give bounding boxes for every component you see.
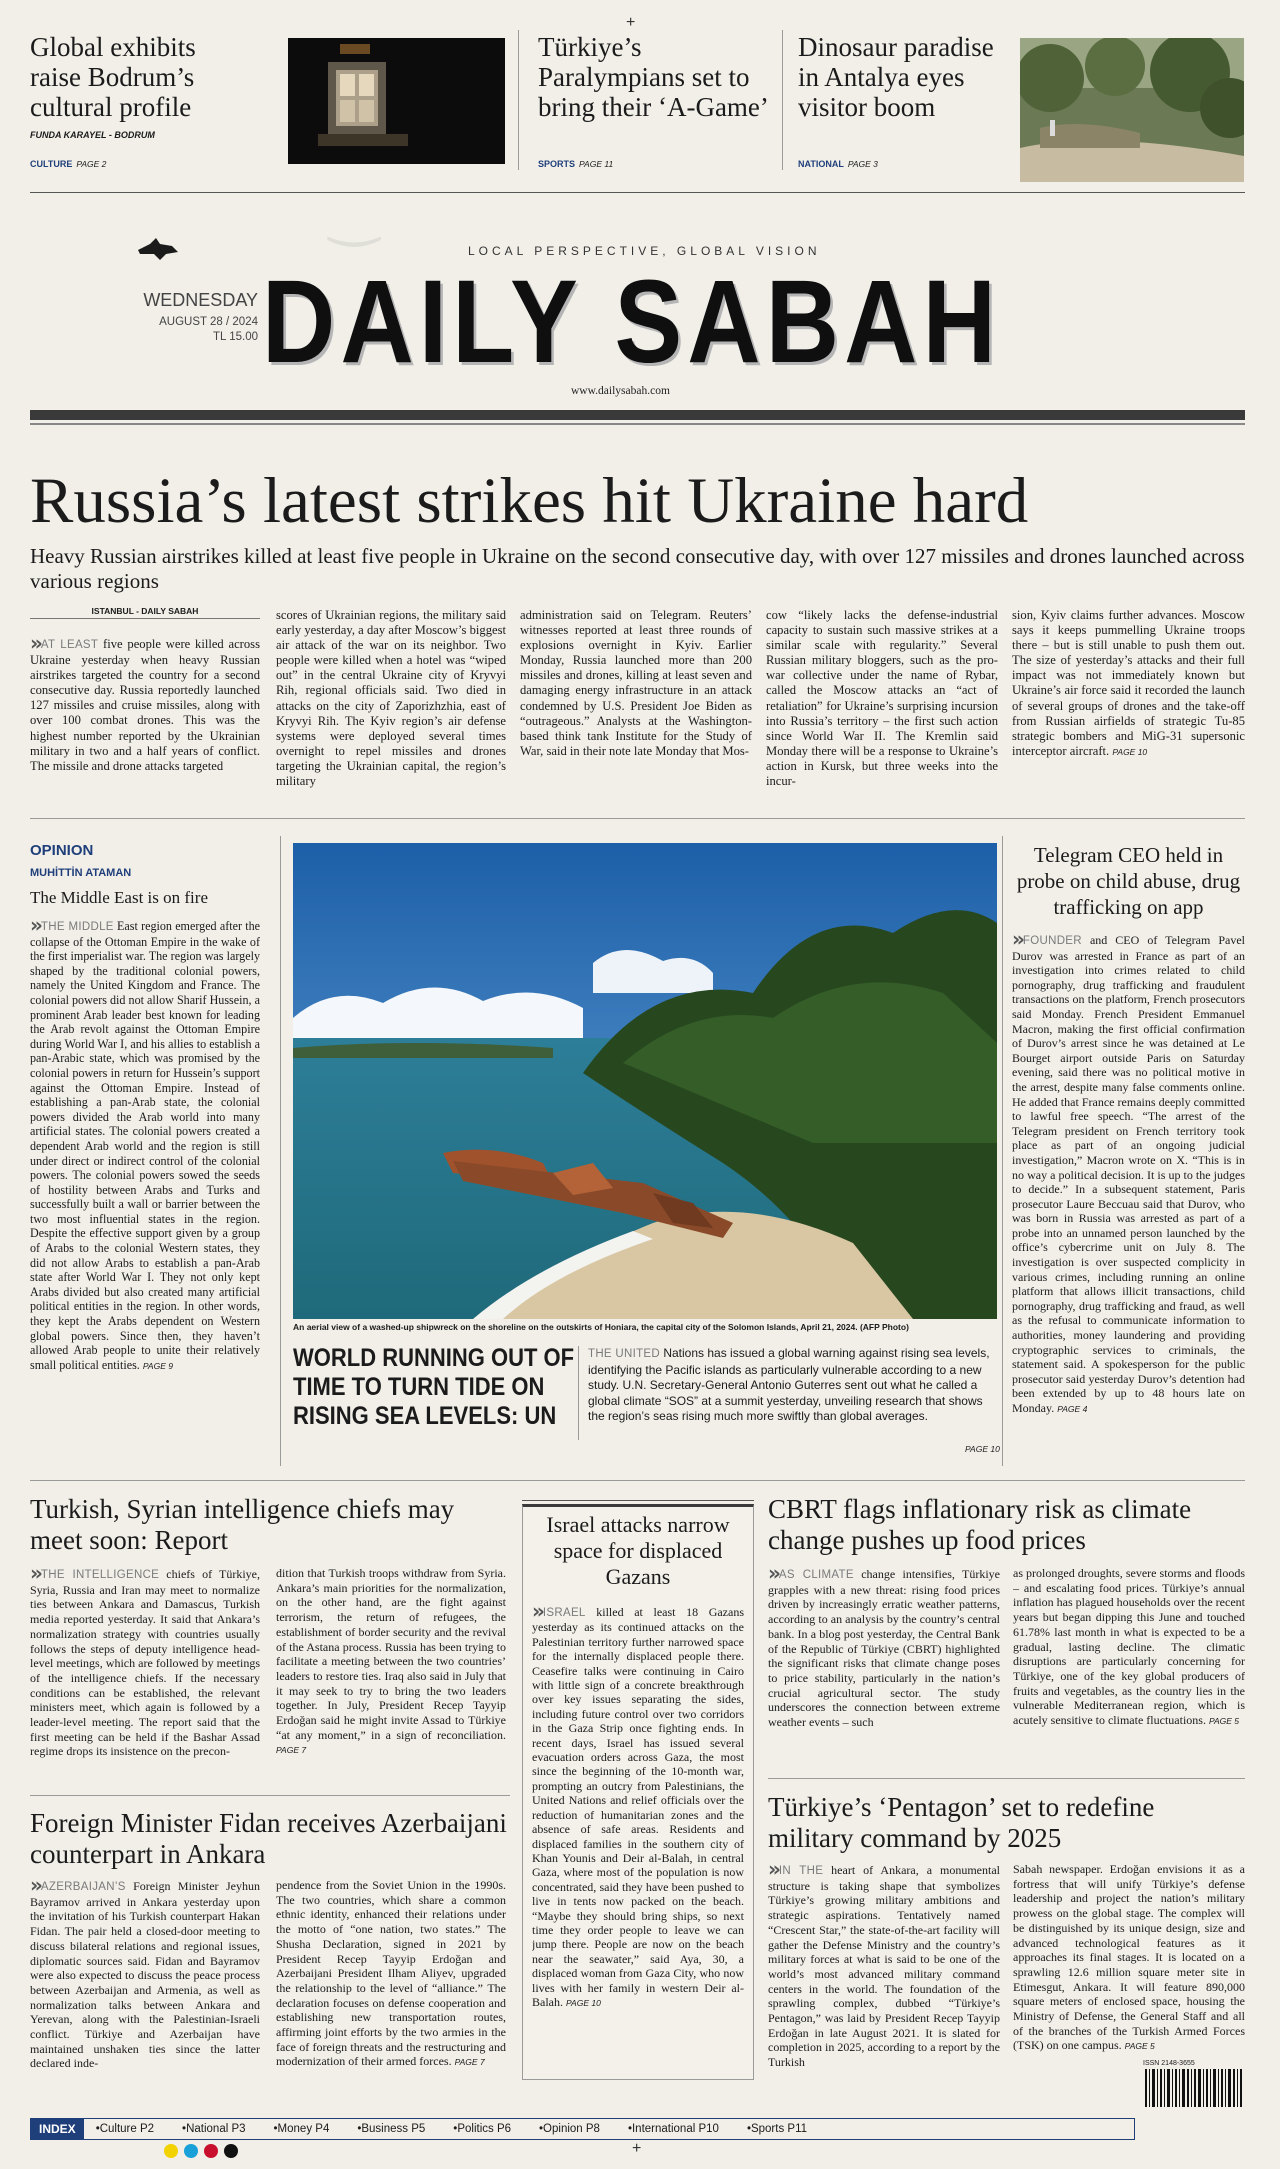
yellow-dot-icon xyxy=(164,2144,178,2158)
pentagon-col1: » IN THE heart of Ankara, a monumental structure is taking shape that symbolizes Türkiye’s growing military ambitions and strategic aspirations. Tentatively named “Crescent Star,” the state-of-the-art facility will gather the Defense Ministry and the country’s military forces at what is said to be one of the world’s most advanced military command centers in the world. The foundation of the sprawling complex, dubbed “Türkiye’s Pentagon,” was laid by President Recep Tayyip Erdoğan in late August 2021. It is slated for completion in 2025, according to a report by the Turkish xyxy=(768,1862,1000,2074)
intel-col2: dition that Turkish troops withdraw from Syria. Ankara’s main priorities for the normalization, on the other hand, are the fight against terrorism, the return of refugees, the establishment of border security and the revival of the Astana process. Russia has been trying to facilitate a meeting between the two countries’ leaders to restore ties. Iraq also said in July that it may seek to try to bring the two leaders together. In July, President Recep Tayyip Erdoğan said he might invite Assad to Türkiye “at any moment,” in a sign of reconciliation. PAGE 7 xyxy=(276,1566,506,1756)
index-item-money[interactable]: •Money P4 xyxy=(273,2123,330,2135)
black-dot-icon xyxy=(224,2144,238,2158)
chevron-icon: » xyxy=(30,636,37,655)
teaser-paralympians-title[interactable]: Türkiye’s Paralympians set to bring their ‘A-Game’ xyxy=(538,32,769,122)
index-item-culture[interactable]: •Culture P2 xyxy=(95,2123,155,2135)
telegram-page-ref[interactable]: PAGE 4 xyxy=(1057,1404,1088,1414)
fidan-page-ref[interactable]: PAGE 7 xyxy=(454,2057,485,2068)
index-label: INDEX xyxy=(31,2119,84,2139)
teaser-bodrum-page: PAGE 2 xyxy=(76,159,107,169)
teaser-paralympians-section: SPORTS xyxy=(538,159,576,169)
teaser-dinosaur-ref[interactable] xyxy=(798,154,878,172)
index-item-politics[interactable]: •Politics P6 xyxy=(453,2123,512,2135)
lead-page-ref[interactable]: PAGE 10 xyxy=(1112,746,1148,757)
barcode: ISSN 2148-3655 xyxy=(1143,2060,1243,2122)
index-item-international[interactable]: •International P10 xyxy=(627,2123,719,2135)
teaser-paralympians-ref[interactable] xyxy=(538,154,613,172)
teaser-dinosaur-page: PAGE 3 xyxy=(847,159,878,169)
gaza-page-ref[interactable]: PAGE 10 xyxy=(566,1997,601,2008)
index-item-sports[interactable]: •Sports P11 xyxy=(746,2123,808,2135)
lead-subhead: Heavy Russian airstrikes killed at least five people in Ukraine on the second consecutive day, with over 127 missiles and drones launched across various regions xyxy=(30,544,1245,593)
index-item-national[interactable]: •National P3 xyxy=(182,2123,246,2135)
index-item-business[interactable]: •Business P5 xyxy=(357,2123,426,2135)
teaser-bodrum-ref[interactable] xyxy=(30,154,106,172)
registration-cross-bottom-icon: + xyxy=(632,2140,642,2157)
lead-headline[interactable]: Russia’s latest strikes hit Ukraine hard xyxy=(30,465,1029,537)
registration-cross-icon: + xyxy=(626,14,636,31)
pentagon-page-ref[interactable]: PAGE 5 xyxy=(1124,2041,1155,2052)
intel-col1: » THE INTELLIGENCE chiefs of Türkiye, Syria, Russia and Iran may meet to normalize ties between Ankara and Damascus, Turkish media reported yesterday. It said that Ankara’s normalization strategy with countries usually follows the steps of deputy intelligence head-level meetings, which are followed by meetings of the intelligence chiefs. If the necessary conditions can be established, the relevant ministers meet, which again is followed by a leader-level meeting. The report said that the first meeting can be held if the Bashar Assad regime drops its insistence on the precon- xyxy=(30,1566,260,1788)
intel-headline[interactable]: Turkish, Syrian intelligence chiefs may meet soon: Report xyxy=(30,1494,455,1555)
un-body: THE UNITED Nations has issued a global warning against rising sea levels, identifying the Pacific islands as particularly vulnerable according to a new study. U.N. Secretary-General Antonio Guterres sent out what he called a global climate “SOS” at a summit yesterday, unveiling research that shows the region’s seas rising much more swiftly than global averages. xyxy=(588,1346,990,1423)
chevron-icon: » xyxy=(532,1604,539,1623)
cbrt-page-ref[interactable]: PAGE 5 xyxy=(1208,1716,1240,1727)
gaza-headline[interactable]: Israel attacks narrow space for displaced Gazans xyxy=(546,1512,730,1589)
masthead-tagline: LOCAL PERSPECTIVE, GLOBAL VISION xyxy=(468,244,821,258)
lead-col3: administration said on Telegram. Reuters’ witnesses reported at least three rounds of explosions overnight in Kyiv. Earlier Monday, Russia launched more than 200 missiles and drones, killing at least seven and damaging energy infrastructure in an attack condemned by U.S. President Joe Biden as “outrageous.” Analysts at the Washington-based think tank Institute for the Study of War, said in their note late Monday that Mos- xyxy=(520,608,752,758)
cbrt-col1: » AS CLIMATE change intensifies, Türkiye grapples with a new threat: rising food prices driven by increasingly erratic weather patterns, according to an analysis by the country’s central bank. In a blog post yesterday, the Central Bank of the Republic of Türkiye (CBRT) highlighted the significant risks that climate change poses to price stability, particularly in the nation’s crucial agricultural sector. The study underscores the connection between extreme weather events – such xyxy=(768,1566,1000,1764)
teaser-dinosaur-photo[interactable] xyxy=(1020,38,1244,182)
pentagon-col2: Sabah newspaper. Erdoğan envisions it as a fortress that will unify Türkiye’s defense leadership and project the nation’s military prowess on the global stage. The complex will be distinguished by its unique design, size and advanced technological features as it approaches its final stages. It is located on a sprawling 12.6 million square meter site in Etimesgut, Ankara. It will feature 890,000 square meters of enclosed space, housing the Ministry of Defense, the General Staff and all of the branches of the Turkish Armed Forces (TSK) on one campus. PAGE 5 xyxy=(1013,1862,1245,2053)
cbrt-col2: as prolonged droughts, severe storms and floods – and escalating food prices. Türkiye’s annual inflation has plagued households over the recent years but began dipping this June and touched 61.78% last month in what is expected to be a gradual, lasting decline. The climatic disruptions are particularly concerning for Türkiye, one of the key global producers of fruits and vegetables, as the country lies in the vulnerable Mediterranean region, which is acutely sensitive to climate fluctuations. PAGE 5 xyxy=(1013,1566,1245,1728)
opinion-author: MUHİTTİN ATAMAN xyxy=(30,867,132,879)
chevron-icon: » xyxy=(30,918,37,937)
un-page-ref[interactable]: PAGE 10 xyxy=(965,1444,1000,1454)
opinion-page-ref[interactable]: PAGE 9 xyxy=(142,1360,173,1371)
cyan-dot-icon xyxy=(184,2144,198,2158)
main-photo-shipwreck[interactable] xyxy=(293,843,997,1319)
fidan-headline[interactable]: Foreign Minister Fidan receives Azerbaijani counterpart in Ankara xyxy=(30,1808,507,1869)
red-dot-icon xyxy=(204,2144,218,2158)
show-through-ghost: ‿ xyxy=(330,180,379,246)
telegram-headline[interactable]: Telegram CEO held in probe on child abuse, drug trafficking on app xyxy=(1016,843,1241,919)
chevron-icon: » xyxy=(768,1566,775,1585)
lead-col4: cow “likely lacks the defense-industrial capacity to sustain such massive strikes at a similar scale with regularity.” Several Russian military bloggers, such as the pro-war collective under the name of Rybar, called the Moscow attacks an “act of retaliation” for Ukraine’s surprising incursion into Russia’s territory – the first such action since World War II. The Kremlin said Monday there will be a response to Ukraine’s action in Kursk, but three weeks into the incur- xyxy=(766,608,998,789)
photo-caption: An aerial view of a washed-up shipwreck on the shoreline on the outskirts of Honiara, the capital city of the Solomon Islands, April 21, 2024. (AFP Photo) xyxy=(293,1322,909,1332)
teaser-bodrum-title[interactable]: Global exhibits raise Bodrum’s cultural profile xyxy=(30,32,196,122)
masthead-url[interactable]: www.dailysabah.com xyxy=(571,385,670,397)
masthead-date: AUGUST 28 / 2024 xyxy=(159,316,258,328)
opinion-body: » THE MIDDLE East region emerged after the collapse of the Ottoman Empire in the wake of the first imperialist war. The region was largely shaped by the traditional colonial powers, namely the United Kingdom and France. The colonial powers did not allow Sharif Hussein, a prominent Arab leader best known for leading the Arab revolt against the Ottoman Empire during World War I, and his allies to establish a pan-Arabic state, which was promised by the colonial powers in return for Hussein’s support against the Ottoman Empire. Instead of establishing a pan-Arab state, the colonial powers divided the Arab world into many artificial states. The colonial powers created a dependent Arab world and the region is still under direct or indirect control of the colonial powers. The colonial powers sowed the seeds of hostility between Arabs and Turks and successfully built a wall or barrier between the two most influential states in the region. Despite the effective support given by a group of Arabs to the colonial Western states, they did not allow Arabs to establish a pan-Arab state after World War I. They not only kept Arabs divided but also created many artificial political entities in the region. In other words, they kept the Arabs dependent on Western global powers. Since then, they haven’t allowed Arab people to unite their relatively small political entities. PAGE 9 xyxy=(30,918,260,1460)
chevron-icon: » xyxy=(30,1878,37,1897)
masthead-nameplate[interactable]: DAILY SABAH xyxy=(262,256,1002,388)
lead-col2: scores of Ukrainian regions, the military said early yesterday, a day after Moscow’s biggest air attack of the war on its neighbor. Two people were killed when a hotel was “wiped out” in the central Ukraine city of Kryvyi Rih, regional officials said. Two died in attacks on the city of Zaporizhzhia, east of Kryvyi Rih. The Kyiv region’s air defense systems were deployed several times overnight to repel missiles and drones targeting the Ukrainian capital, the region’s military xyxy=(276,608,506,789)
fidan-col2: pendence from the Soviet Union in the 1990s. The two countries, which share a common ethnic identity, enhanced their relations under the motto of “one nation, two states.” The Shusha Declaration, signed in 2021 by President Recep Tayyip Erdoğan and Azerbaijani President Ilham Aliyev, upgraded the relationship to the level of “alliance.” The declaration focuses on defense cooperation and establishing new transportation routes, affirming joint efforts by the two armies in the face of foreign threats and the restructuring and modernization of their armed forces. PAGE 7 xyxy=(276,1878,506,2069)
masthead-day: WEDNESDAY xyxy=(143,290,258,310)
chevron-icon: » xyxy=(768,1862,775,1881)
masthead-bird-logo xyxy=(136,236,180,267)
lead-col5: sion, Kyiv claims further advances. Moscow says it keeps pummelling Ukraine troops there – but is still unable to push them out. The size of yesterday’s attacks and their full impact was not immediately known but Ukraine’s air force said it recorded the launch of several groups of drones and the take-off from Russian airfields of strategic Tu-85 strategic bombers and MiG-31 supersonic interceptor aircraft. PAGE 10 xyxy=(1012,608,1245,758)
opinion-title[interactable]: The Middle East is on fire xyxy=(30,888,208,907)
masthead-price: TL 15.00 xyxy=(213,331,258,343)
chevron-icon: » xyxy=(30,1566,37,1585)
teaser-bodrum-byline: FUNDA KARAYEL - BODRUM xyxy=(30,130,155,140)
un-headline[interactable]: WORLD RUNNING OUT OF TIME TO TURN TIDE ON RISING SEA LEVELS: UN xyxy=(293,1344,575,1430)
intel-page-ref[interactable]: PAGE 7 xyxy=(276,1745,307,1756)
opinion-label[interactable]: OPINION xyxy=(30,842,94,859)
index-bar xyxy=(30,2118,1135,2140)
index-item-opinion[interactable]: •Opinion P8 xyxy=(539,2123,600,2135)
teaser-bodrum-section: CULTURE xyxy=(30,159,73,169)
fidan-col1: » AZERBAIJAN’S Foreign Minister Jeyhun Bayramov arrived in Ankara yesterday upon the invitation of his Turkish counterpart Hakan Fidan. The pair held a closed-door meeting to discuss bilateral relations and regional issues, diplomatic sources said. Fidan and Bayramov were also expected to discuss the peace process between Azerbaijan and Armenia, as well as normalization talks between Ankara and Yerevan, along with the Palestinian-Israeli conflict. Türkiye and Azerbaijan have maintained unshaken ties since the latter declared inde- xyxy=(30,1878,260,2078)
color-registration-dots xyxy=(164,2144,238,2158)
chevron-icon: » xyxy=(1012,932,1019,951)
lead-dateline: ISTANBUL - DAILY SABAH xyxy=(30,606,260,619)
lead-col1: » AT LEAST five people were killed across Ukraine yesterday when heavy Russian airstrikes targeted the country for a second consecutive day. Russia reportedly launched 127 missiles and cruise missiles, along with over 100 combat drones. This was the highest number reported by the Ukrainian military in two and a half years of conflict. The missile and drone attacks targeted xyxy=(30,636,260,796)
teaser-dinosaur-title[interactable]: Dinosaur paradise in Antalya eyes visitor boom xyxy=(798,32,994,122)
pentagon-headline[interactable]: Türkiye’s ‘Pentagon’ set to redefine military command by 2025 xyxy=(768,1792,1155,1853)
masthead-rule xyxy=(30,410,1245,420)
cbrt-headline[interactable]: CBRT flags inflationary risk as climate change pushes up food prices xyxy=(768,1494,1192,1555)
teaser-dinosaur-section: NATIONAL xyxy=(798,159,844,169)
teaser-bodrum-photo[interactable] xyxy=(288,38,505,164)
teaser-paralympians-page: PAGE 11 xyxy=(579,159,614,169)
telegram-body: » FOUNDER and CEO of Telegram Pavel Durov was arrested in France as part of an investigation into crimes related to child pornography, drug trafficking and fraudulent transactions on the platform, French prosecutors said Monday. French President Emmanuel Macron, making the first official confirmation of Durov’s arrest since he was detained at Le Bourget airport outside Paris on Saturday evening, said there was no political motive in the arrest, despite many false comments online. He added that France remains deeply committed to lawful free speech. “The arrest of the Telegram president on French territory took place as part of an ongoing judicial investigation,” Macron wrote on X. “This is in no way a political decision. It is up to the judges to decide.” In a subsequent statement, Paris prosecutor Laure Beccuau said that Durov, who was born in Russia was arrested as part of a probe into an unnamed person launched by the office’s cybercrime unit on July 8. The investigation is over suspected complicity in various crimes, including running an online platform that allows illicit transactions, child pornography, drug trafficking and fraud, as well as the refusal to communicate information to authorities, money laundering and providing cryptographic services to criminals, the statement said. A spokesperson for the public prosecutor said yesterday Durov’s detention had been extended by up to 48 hours late on Monday. PAGE 4 xyxy=(1012,932,1245,1460)
gaza-body: » ISRAEL killed at least 18 Gazans yesterday as its continued attacks on the Palestinian territory further narrowed space for the internally displaced people there. Ceasefire talks were continuing in Cairo with little sign of a concrete breakthrough over key issues separating the sides, including future control over two corridors in the Gaza Strip once fighting ends. In recent days, Israel has issued several evacuation orders across Gaza, the most since the beginning of the 10-month war, prompting an outcry from Palestinians, the United Nations and relief officials over the reduction of humanitarian zones and the absence of safe areas. Residents and displaced families in the southern city of Khan Younis and Deir al-Balah, in central Gaza, where most of the population is now concentrated, said they have been pushed to live in tents now packed on the beach. “Maybe they should bring ships, so next time they order people to leave we can jump there. People are now on the beach near the seawater,” said Aya, 30, a displaced woman from Gaza City, who now lives with her family in western Deir al-Balah. PAGE 10 xyxy=(532,1604,744,2074)
